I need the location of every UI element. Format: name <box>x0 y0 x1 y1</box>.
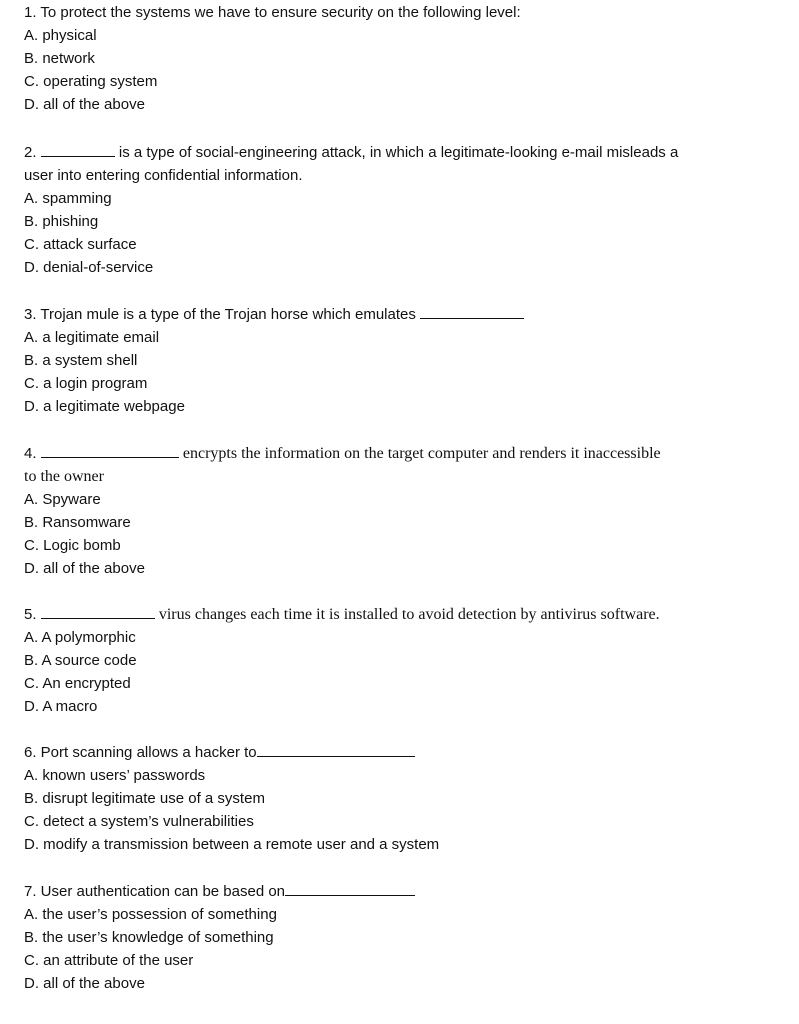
question-1-option-d: D. all of the above <box>24 96 145 113</box>
question-7-stem-text: 7. User authentication can be based on <box>24 883 286 900</box>
question-3-stem-line1 <box>24 303 784 326</box>
question-7 <box>24 880 784 995</box>
question-6 <box>24 741 784 856</box>
question-1-option-b: B. network <box>24 50 95 67</box>
question-2-option-d: D. denial-of-service <box>24 259 154 276</box>
question-7-option-c: C. an attribute of the user <box>24 952 194 969</box>
question-6-option-a: A. known users’ passwords <box>24 767 206 784</box>
question-4-option-b: B. Ransomware <box>24 514 131 531</box>
question-1-option-c: C. operating system <box>24 73 158 90</box>
question-7-option-d: D. all of the above <box>24 975 145 992</box>
question-6-option-d: D. modify a transmission between a remote user and a system <box>24 836 440 853</box>
question-7-option-a: A. the user’s possession of something <box>24 906 277 923</box>
question-3-option-d: D. a legitimate webpage <box>24 398 185 415</box>
answer-blank <box>41 604 155 619</box>
question-3-option-c: C. a login program <box>24 375 148 392</box>
question-4-stem-text: encrypts the information on the target computer and renders it inaccessible <box>182 445 661 462</box>
question-1-stem: 1. To protect the systems we have to ensure security on the following level: <box>24 4 521 21</box>
question-2 <box>24 141 784 279</box>
question-3-option-b: B. a system shell <box>24 352 138 369</box>
question-2-stem-line1 <box>24 141 784 164</box>
question-6-option-b: B. disrupt legitimate use of a system <box>24 790 265 807</box>
question-4-stem-line2: to the owner <box>24 468 104 485</box>
question-7-option-b: B. the user’s knowledge of something <box>24 929 274 946</box>
question-2-option-a: A. spamming <box>24 190 112 207</box>
question-6-stem-line1 <box>24 741 784 764</box>
question-7-stem-line1 <box>24 880 784 903</box>
question-2-option-b: B. phishing <box>24 213 99 230</box>
question-4-option-a: A. Spyware <box>24 491 101 508</box>
question-2-stem-text: is a type of social-engineering attack, in which a legitimate-looking e-mail misleads a <box>118 144 679 161</box>
question-5-option-c: C. An encrypted <box>24 675 131 692</box>
question-5-option-b: B. A source code <box>24 652 137 669</box>
question-6-option-c: C. detect a system’s vulnerabilities <box>24 813 254 830</box>
question-4-number: 4. <box>24 445 37 462</box>
question-5-stem-line1 <box>24 603 784 626</box>
answer-blank <box>41 142 115 157</box>
question-4-option-c: C. Logic bomb <box>24 537 121 554</box>
question-5-option-d: D. A macro <box>24 698 98 715</box>
question-5-stem-text: virus changes each time it is installed to avoid detection by antivirus software. <box>158 606 660 623</box>
question-4-option-d: D. all of the above <box>24 560 145 577</box>
answer-blank <box>257 742 415 757</box>
question-4-stem-line1 <box>24 442 784 465</box>
question-3-stem-text: 3. Trojan mule is a type of the Trojan horse which emulates <box>24 306 416 323</box>
question-2-stem-line2: user into entering confidential information. <box>24 167 303 184</box>
question-1-option-a: A. physical <box>24 27 97 44</box>
answer-blank <box>420 304 524 319</box>
question-5-option-a: A. A polymorphic <box>24 629 136 646</box>
question-3 <box>24 303 784 418</box>
question-2-option-c: C. attack surface <box>24 236 137 253</box>
question-6-stem-text: 6. Port scanning allows a hacker to <box>24 744 257 761</box>
question-4 <box>24 442 784 580</box>
answer-blank <box>285 881 415 896</box>
question-5 <box>24 603 784 718</box>
question-2-number: 2. <box>24 144 37 161</box>
question-1 <box>24 1 784 116</box>
question-3-option-a: A. a legitimate email <box>24 329 160 346</box>
answer-blank <box>41 443 179 458</box>
question-5-number: 5. <box>24 606 37 623</box>
